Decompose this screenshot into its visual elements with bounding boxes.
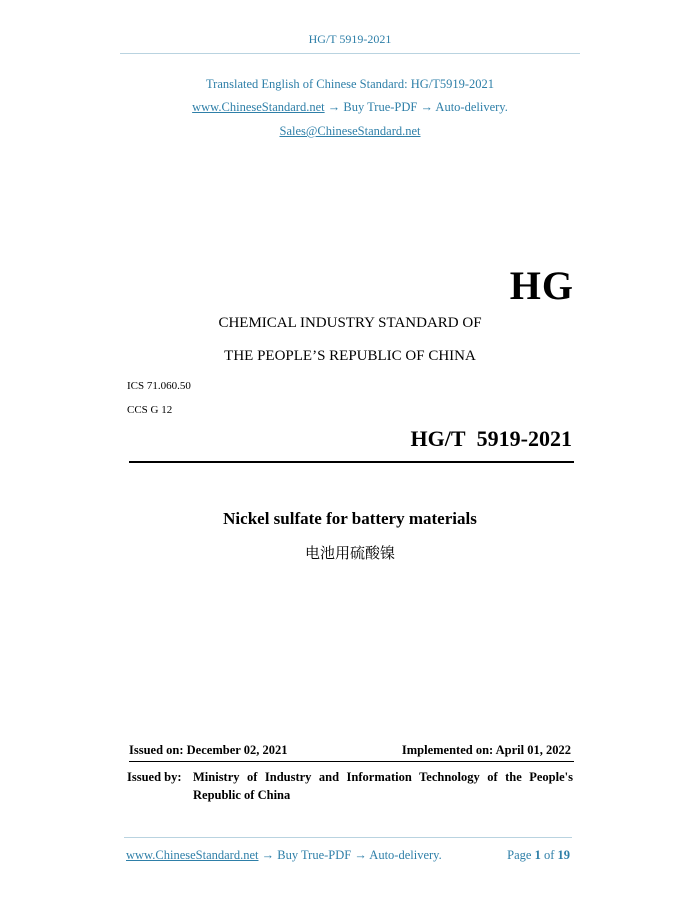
- page-total: 19: [557, 848, 570, 862]
- dates-rule: [129, 761, 574, 762]
- page-label: Page: [507, 848, 532, 862]
- footer-site-link[interactable]: www.ChineseStandard.net: [126, 848, 259, 862]
- buy-text: → Buy True-PDF → Auto-delivery.: [327, 100, 508, 114]
- running-header: HG/T 5919-2021: [308, 32, 392, 46]
- footer-buy-text: → Buy True-PDF → Auto-delivery.: [261, 848, 442, 862]
- ccs-code: CCS G 12: [127, 404, 173, 416]
- footer-notice: [126, 848, 442, 863]
- issued-by-label: Issued by:: [127, 770, 182, 784]
- page-indicator: [507, 848, 570, 863]
- header-rule: [120, 53, 580, 54]
- implemented-on: Implemented on: April 01, 2022: [401, 743, 571, 757]
- standard-rule: [129, 461, 574, 463]
- ics-code: ICS 71.060.50: [127, 380, 191, 392]
- title-english: Nickel sulfate for battery materials: [223, 509, 477, 528]
- issued-on: Issued on: December 02, 2021: [129, 743, 288, 757]
- page-of: of: [543, 848, 555, 862]
- issued-by: [127, 768, 573, 804]
- org-line-1: CHEMICAL INDUSTRY STANDARD OF: [218, 315, 482, 331]
- hg-mark: HG: [509, 263, 574, 308]
- title-chinese: 电池用硫酸镍: [304, 544, 395, 562]
- footer-rule: [124, 837, 572, 838]
- buy-notice: [0, 100, 700, 115]
- page-current: 1: [534, 848, 541, 862]
- org-line-2: THE PEOPLE’S REPUBLIC OF CHINA: [224, 348, 476, 364]
- translation-notice: Translated English of Chinese Standard: HG/T5919-2021: [205, 77, 495, 91]
- standard-number: HG/T 5919-2021: [410, 426, 572, 451]
- issued-by-text: Ministry of Industry and Information Technology of the People's Republic of China: [193, 770, 573, 802]
- site-link[interactable]: www.ChineseStandard.net: [192, 100, 325, 114]
- email-link[interactable]: Sales@ChineseStandard.net: [279, 124, 421, 138]
- sales-notice: [0, 124, 700, 139]
